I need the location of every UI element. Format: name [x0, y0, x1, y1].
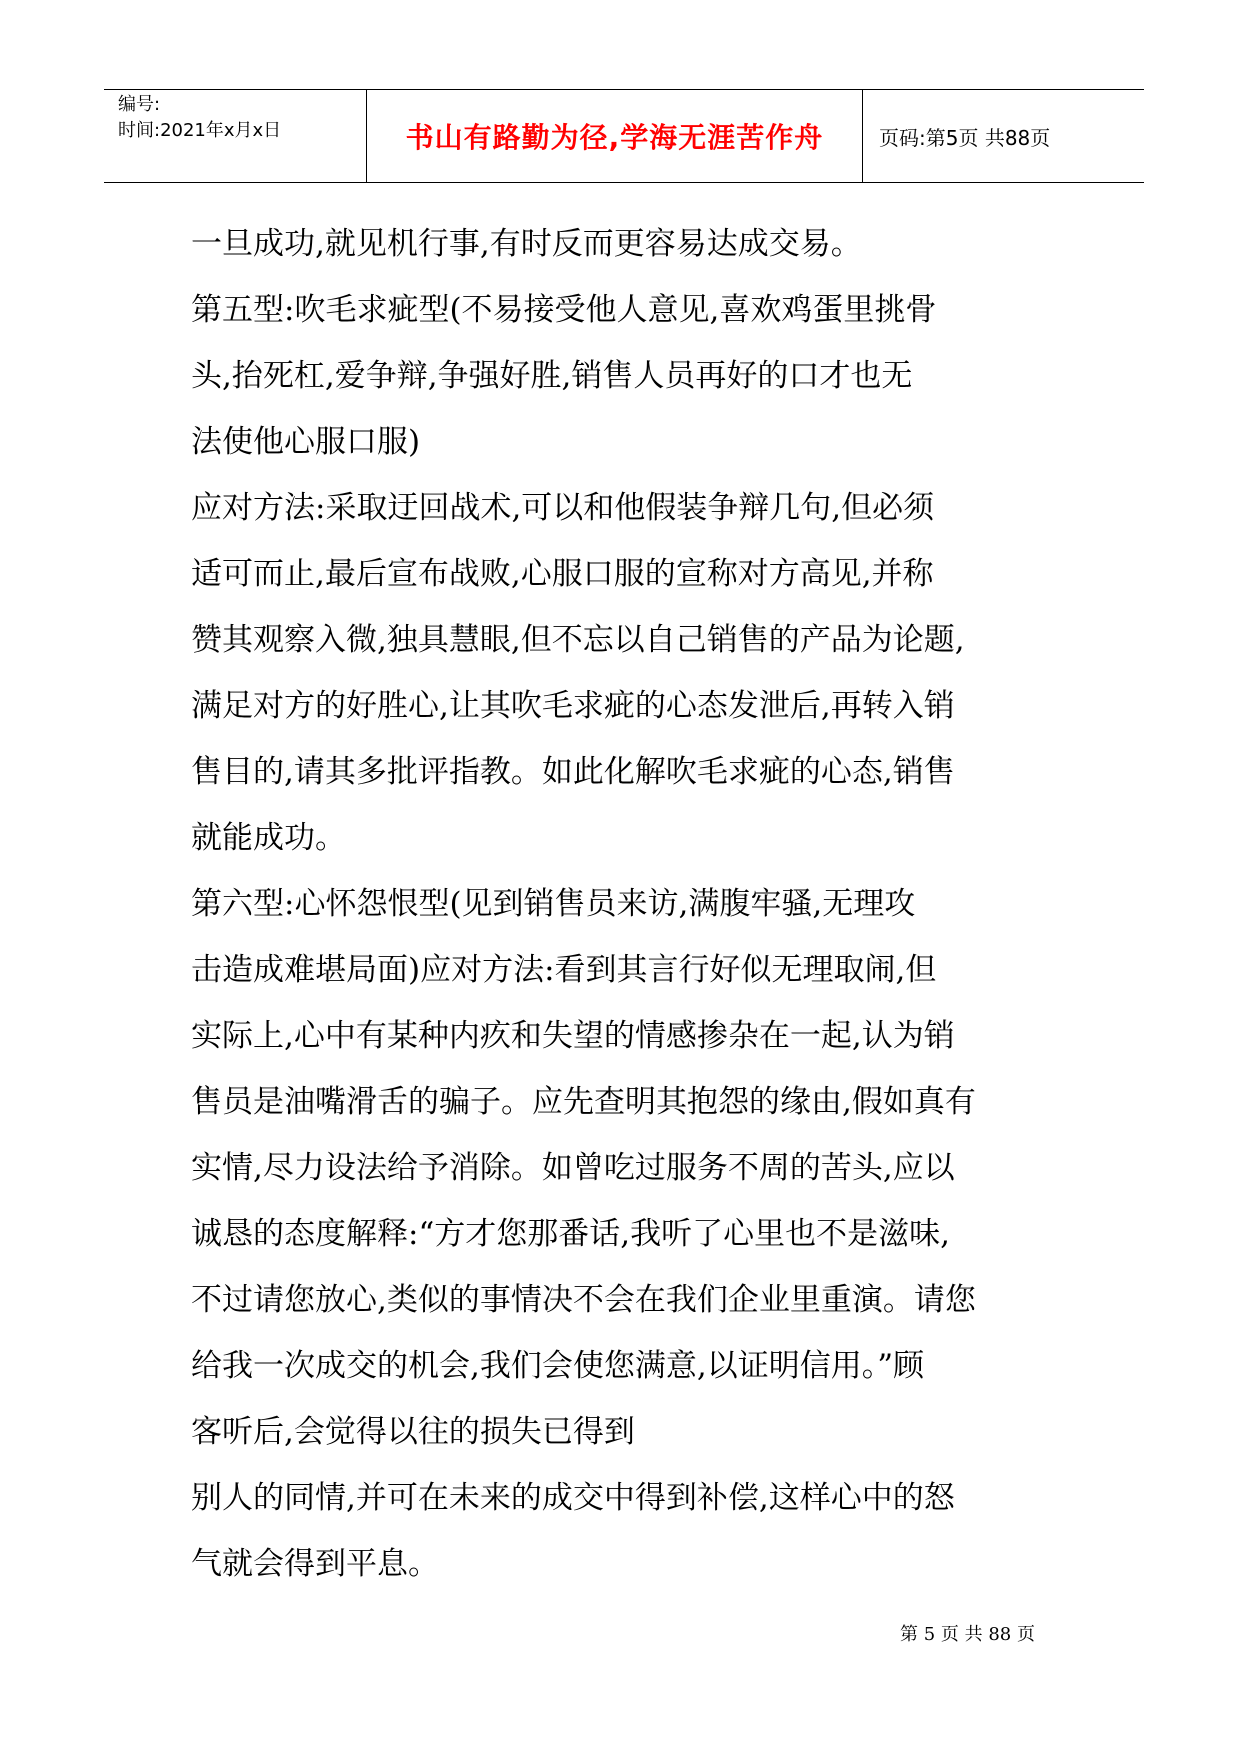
body-line: 适可而止,最后宣布战败,心服口服的宣称对方高见,并称 [191, 556, 934, 592]
body-line: 击造成难堪局面)应对方法:看到其言行好似无理取闹,但 [191, 952, 937, 988]
body-line: 售目的,请其多批评指教。如此化解吹毛求疵的心态,销售 [191, 754, 955, 790]
body-line: 满足对方的好胜心,让其吹毛求疵的心态发泄后,再转入销 [191, 688, 955, 724]
body-line: 赞其观察入微,独具慧眼,但不忘以自己销售的产品为论题, [191, 622, 965, 658]
page-footer: 第 5 页 共 88 页 [900, 1624, 1035, 1645]
body-line: 一旦成功,就见机行事,有时反而更容易达成交易。 [191, 226, 862, 262]
body-line: 给我一次成交的机会,我们会使您满意,以证明信用。”顾 [191, 1348, 925, 1384]
body-line: 应对方法:采取迂回战术,可以和他假装争辩几句,但必须 [191, 490, 935, 526]
header-motto: 书山有路勤为径,学海无涯苦作舟 [367, 90, 863, 182]
body-line: 诚恳的态度解释:“方才您那番话,我听了心里也不是滋味, [191, 1216, 950, 1252]
doc-time-label: 时间:2021年x月x日 [118, 120, 282, 141]
body-line: 不过请您放心,类似的事情决不会在我们企业里重演。请您 [191, 1282, 976, 1318]
body-line: 头,抬死杠,爱争辩,争强好胜,销售人员再好的口才也无 [191, 358, 913, 394]
doc-number-label: 编号: [118, 94, 161, 115]
body-line: 实际上,心中有某种内疚和失望的情感掺杂在一起,认为销 [191, 1018, 955, 1054]
header-meta [104, 90, 367, 182]
body-line: 法使他心服口服) [191, 424, 421, 460]
header-page-label: 页码:第5页 共88页 [879, 125, 1051, 150]
body-line: 实情,尽力设法给予消除。如曾吃过服务不周的苦头,应以 [191, 1150, 955, 1186]
body-line: 气就会得到平息。 [191, 1546, 439, 1582]
body-line: 售员是油嘴滑舌的骗子。应先查明其抱怨的缘由,假如真有 [191, 1084, 976, 1120]
document-body [191, 211, 1071, 1597]
body-line: 客听后,会觉得以往的损失已得到 [191, 1414, 635, 1450]
body-line: 别人的同情,并可在未来的成交中得到补偿,这样心中的怒 [191, 1480, 955, 1516]
body-line: 就能成功。 [191, 820, 346, 856]
page-header [104, 89, 1144, 183]
body-line: 第五型:吹毛求疵型(不易接受他人意见,喜欢鸡蛋里挑骨 [191, 292, 937, 328]
body-line: 第六型:心怀怨恨型(见到销售员来访,满腹牢骚,无理攻 [191, 886, 916, 922]
